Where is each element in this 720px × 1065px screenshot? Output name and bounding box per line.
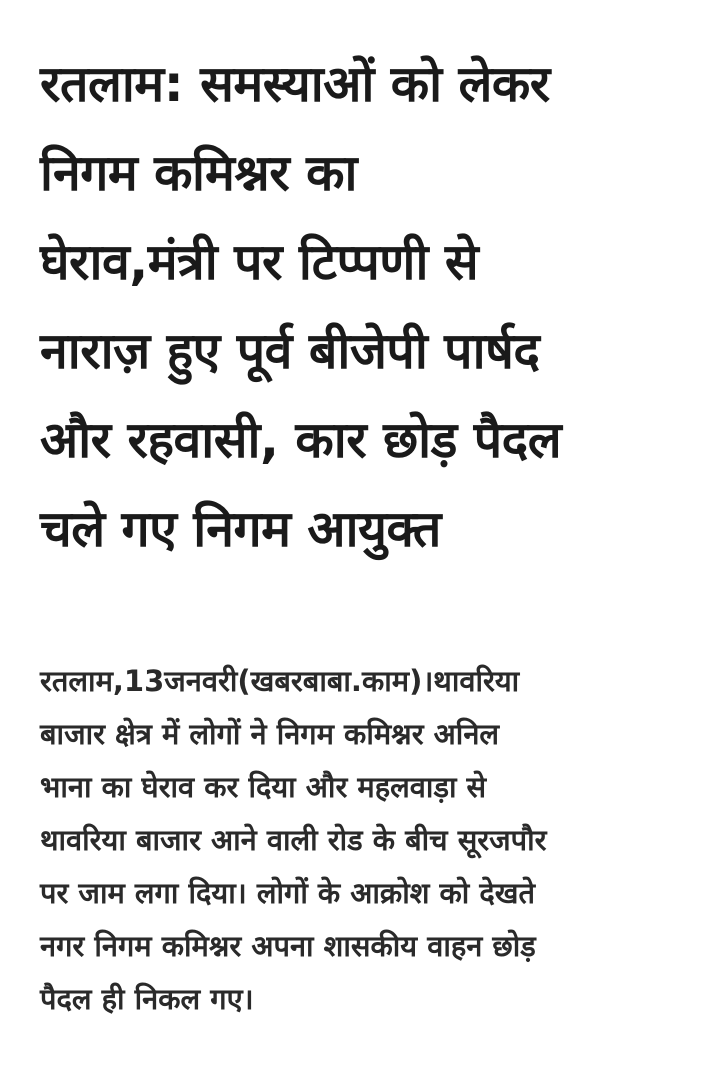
body-line: थावरिया बाजार आने वाली रोड के बीच सूरजपौर	[40, 823, 547, 857]
body-line: भाना का घेराव कर दिया और महलवाड़ा से	[40, 770, 487, 804]
body-line: रतलाम,13जनवरी(खबरबाबा.काम)।थावरिया	[40, 664, 520, 698]
article-headline	[40, 40, 690, 574]
headline-line: और रहवासी, कार छोड़ पैदल	[40, 411, 562, 469]
headline-line: घेराव,मंत्री पर टिप्पणी से	[40, 233, 479, 291]
body-line: नगर निगम कमिश्नर अपना शासकीय वाहन छोड़	[40, 929, 536, 963]
body-line: बाजार क्षेत्र में लोगों ने निगम कमिश्नर अनिल	[40, 717, 500, 751]
body-line: पर जाम लगा दिया। लोगों के आक्रोश को देखते	[40, 876, 536, 910]
headline-line: निगम कमिश्नर का	[40, 144, 357, 202]
body-line: पैदल ही निकल गए।	[40, 982, 254, 1016]
headline-line: चले गए निगम आयुक्त	[40, 500, 441, 558]
headline-line: रतलाम: समस्याओं को लेकर	[40, 55, 550, 113]
headline-line: नाराज़ हुए पूर्व बीजेपी पार्षद	[40, 322, 540, 380]
article	[40, 40, 690, 574]
article-body	[40, 655, 690, 1026]
